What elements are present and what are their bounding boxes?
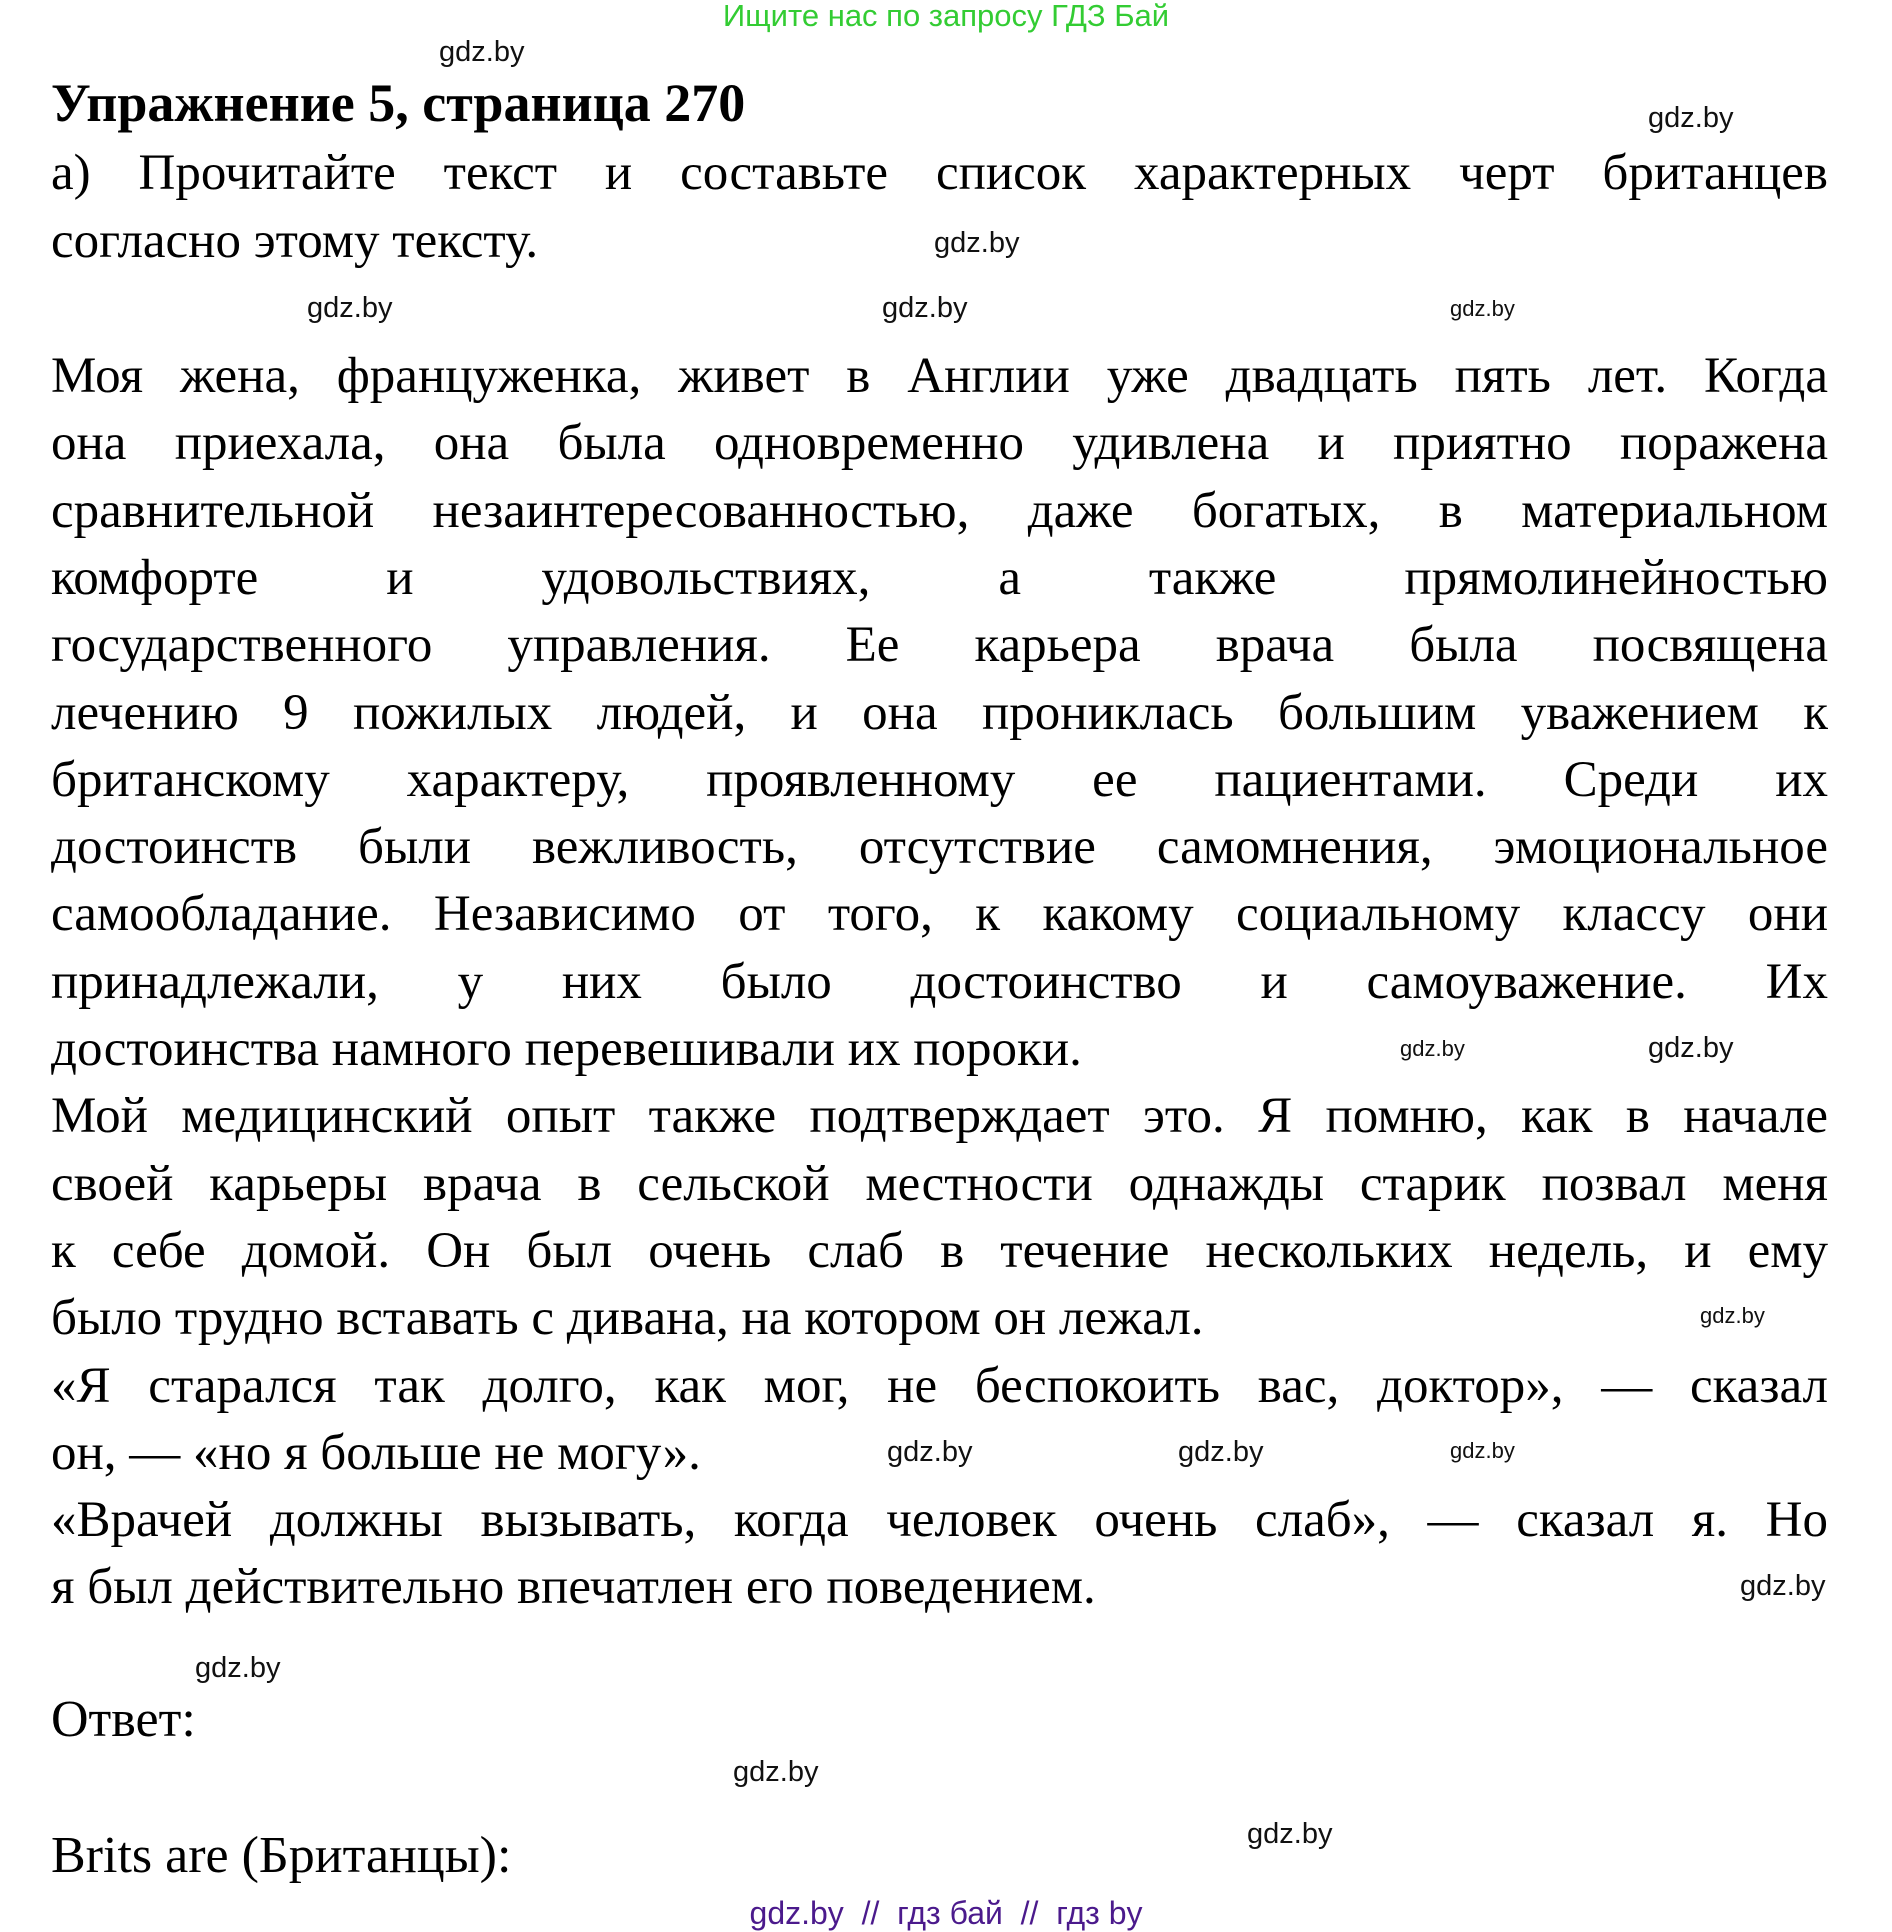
page-title: Упражнение 5, страница 270 xyxy=(51,73,746,133)
text-line: достоинства намного перевешивали их пороки. xyxy=(51,1021,1082,1077)
text-line: своей карьеры врача в сельской местности однажды старик позвал меня xyxy=(51,1155,1828,1212)
text-line: государственного управления. Ее карьера врача была посвящена xyxy=(51,617,1828,674)
watermark: gdz.by xyxy=(439,36,525,68)
answer-heading: Brits are (Британцы): xyxy=(51,1827,512,1884)
watermark: gdz.by xyxy=(887,1436,973,1468)
text-line: комфорте и удовольствиях, а также прямолинейностью xyxy=(51,549,1828,606)
text-line: Мой медицинский опыт также подтверждает это. Я помню, как в начале xyxy=(51,1088,1828,1145)
watermark: gdz.by xyxy=(934,227,1020,259)
text-line: «Я старался так долго, как мог, не беспокоить вас, доктор», — сказал xyxy=(51,1357,1828,1414)
text-line: сравнительной незаинтересованностью, даже богатых, в материальном xyxy=(51,482,1828,539)
watermark: gdz.by xyxy=(1648,1032,1734,1064)
answer-label: Ответ: xyxy=(51,1691,196,1748)
text-line: она приехала, она была одновременно удивлена и приятно поражена xyxy=(51,415,1828,472)
text-line: Моя жена, француженка, живет в Англии уже двадцать пять лет. Когда xyxy=(51,348,1828,404)
watermark: gdz.by xyxy=(1740,1570,1826,1602)
text-line: лечению 9 пожилых людей, и она прониклась большим уважением к xyxy=(51,684,1828,741)
watermark: gdz.by xyxy=(1700,1303,1765,1328)
watermark: gdz.by xyxy=(307,292,393,324)
text-line: принадлежали, у них было достоинство и самоуважение. Их xyxy=(51,953,1828,1010)
text-line: «Врачей должны вызывать, когда человек очень слаб», — сказал я. Но xyxy=(51,1492,1828,1549)
footer-links: gdz.by // гдз бай // гдз by xyxy=(749,1895,1143,1931)
text-line: было трудно вставать с дивана, на котором он лежал. xyxy=(51,1290,1204,1347)
search-banner: Ищите нас по запросу ГДЗ Бай xyxy=(722,0,1170,33)
watermark: gdz.by xyxy=(195,1652,281,1684)
text-line: к себе домой. Он был очень слаб в течение нескольких недель, и ему xyxy=(51,1222,1828,1279)
watermark: gdz.by xyxy=(1450,1438,1515,1463)
watermark: gdz.by xyxy=(1450,296,1515,321)
task-line: согласно этому тексту. xyxy=(51,213,539,269)
watermark: gdz.by xyxy=(882,292,968,324)
text-line: я был действительно впечатлен его поведением. xyxy=(51,1559,1096,1616)
watermark: gdz.by xyxy=(733,1756,819,1788)
watermark: gdz.by xyxy=(1648,102,1734,134)
watermark: gdz.by xyxy=(1178,1436,1264,1468)
text-line: самообладание. Независимо от того, к какому социальному классу они xyxy=(51,886,1828,943)
watermark: gdz.by xyxy=(1247,1818,1333,1850)
text-line: достоинств были вежливость, отсутствие самомнения, эмоциональное xyxy=(51,819,1828,876)
watermark: gdz.by xyxy=(1400,1036,1465,1061)
text-line: британскому характеру, проявленному ее пациентами. Среди их xyxy=(51,751,1828,808)
task-line: а) Прочитайте текст и составьте список характерных черт британцев xyxy=(51,145,1828,201)
text-line: он, — «но я больше не могу». xyxy=(51,1424,701,1481)
